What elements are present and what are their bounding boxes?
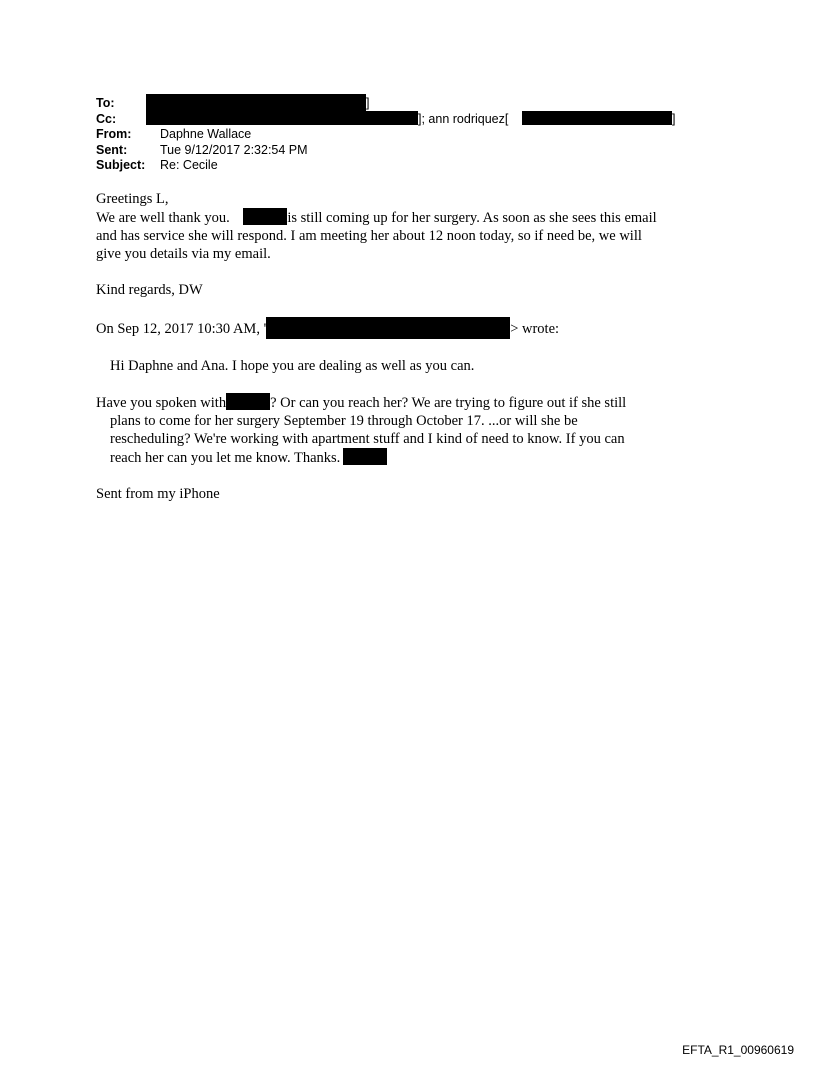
sent-value: Tue 9/12/2017 2:32:54 PM	[160, 142, 308, 157]
body-line: and has service she will respond. I am meeting her about 12 noon today, so if need be, we will	[96, 228, 642, 244]
to-label: To:	[96, 96, 115, 110]
signature: Sent from my iPhone	[96, 486, 220, 502]
greeting: Greetings L,	[96, 191, 169, 207]
body-text: We are well thank you.	[96, 210, 230, 226]
quoted-text: ? Or can you reach her? We are trying to figure out if she still	[270, 395, 627, 411]
document-id: EFTA_R1_00960619	[682, 1043, 794, 1057]
quoted-line: Hi Daphne and Ana. I hope you are dealing as well as you can.	[110, 358, 475, 374]
body-line: give you details via my email.	[96, 246, 271, 262]
redaction-block	[343, 448, 387, 465]
redaction-block	[243, 208, 287, 225]
cc-label: Cc:	[96, 111, 117, 126]
body-line	[96, 208, 716, 227]
quoted-line	[96, 448, 716, 467]
subject-label: Subject:	[96, 158, 146, 172]
quote-intro-text: > wrote:	[510, 321, 560, 337]
quote-intro	[96, 317, 716, 339]
redaction-block	[226, 393, 270, 410]
sent-label: Sent:	[96, 142, 128, 157]
quoted-text: reach her can you let me know. Thanks.	[110, 450, 341, 466]
from-label: From:	[96, 127, 132, 141]
to-tail: ]	[366, 96, 370, 110]
quote-intro-text: On Sep 12, 2017 10:30 AM, '	[96, 321, 267, 337]
quoted-line: rescheduling? We're working with apartment stuff and I kind of need to know. If you can	[110, 431, 625, 447]
from-value: Daphne Wallace	[160, 127, 252, 141]
quoted-line	[96, 393, 716, 412]
email-body	[96, 190, 716, 503]
quoted-line: plans to come for her surgery September 19 through October 17. ...or will she be	[110, 413, 578, 429]
signoff: Kind regards, DW	[96, 282, 203, 298]
subject-value: Re: Cecile	[160, 158, 218, 172]
redaction-block	[522, 111, 672, 125]
cc-tail: ]	[672, 111, 676, 126]
quoted-text: Have you spoken with	[96, 395, 227, 411]
redaction-block	[266, 317, 510, 339]
redaction-block	[146, 94, 366, 111]
body-text: is still coming up for her surgery. As soon as she sees this email	[287, 210, 657, 226]
cc-mid: ]; ann rodriquez[	[418, 111, 509, 126]
redaction-block	[146, 111, 418, 125]
